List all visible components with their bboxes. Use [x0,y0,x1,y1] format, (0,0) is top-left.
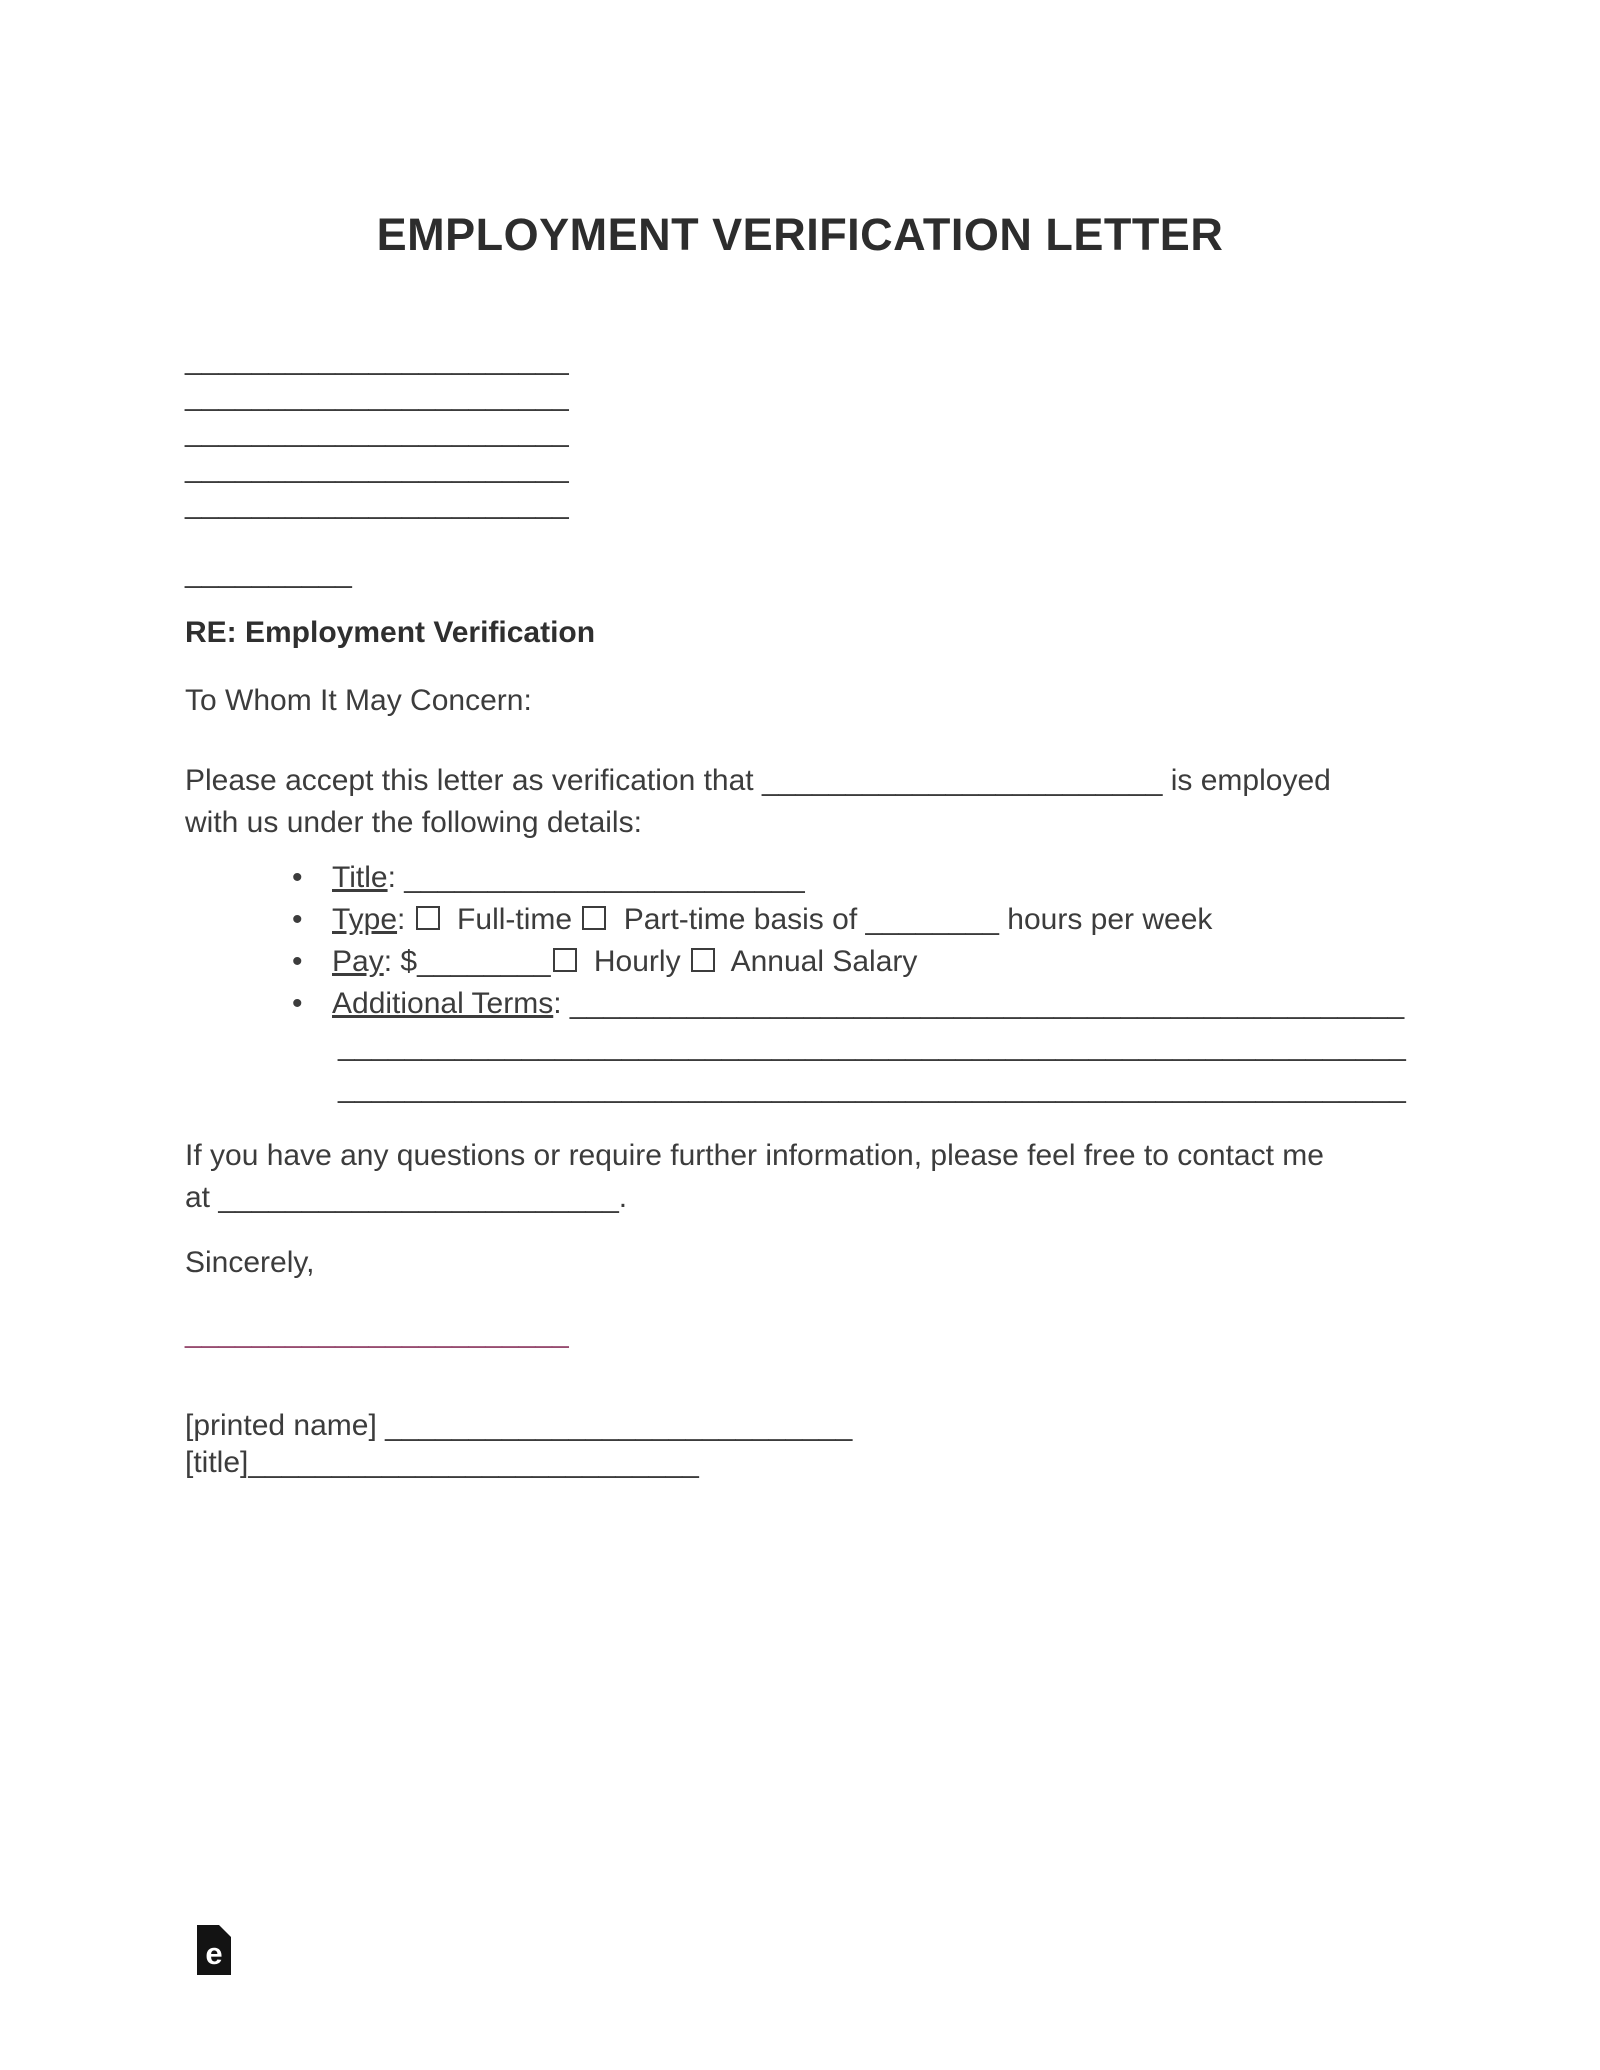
bullet-icon: • [292,861,303,894]
salutation: To Whom It May Concern: [185,684,532,717]
page-title: EMPLOYMENT VERIFICATION LETTER [376,209,1224,260]
pay-option-hourly: Hourly [585,945,689,978]
additional-terms-blank-line[interactable]: ________________________________________________________________ [338,1071,1406,1104]
checkbox-annual-salary-icon[interactable] [691,948,715,972]
type-label: Type [332,903,398,936]
additional-terms-blank[interactable]: __________________________________________________ [569,987,1405,1020]
checkbox-parttime-icon[interactable] [582,906,606,930]
closing-text: If you have any questions or require further information, please feel free to contact me [185,1139,1324,1172]
additional-terms-blank-line[interactable]: ________________________________________________________________ [338,1029,1406,1062]
letterhead-blank-line[interactable]: _______________________ [185,415,569,448]
label-colon: : [553,987,570,1020]
sincerely-text: Sincerely, [185,1246,315,1279]
list-item-title [185,857,1445,899]
signer-title-blank[interactable]: ___________________________ [248,1446,699,1479]
signer-block [185,1407,852,1481]
label-colon: : [387,861,405,894]
letterhead-blank-line[interactable]: _______________________ [185,379,569,412]
type-option-fulltime: Full-time [448,903,581,936]
details-list [185,857,1445,1109]
date-blank-line[interactable]: __________ [185,556,352,589]
pay-option-annual: Annual Salary [723,945,918,978]
letterhead-blank-line[interactable]: _______________________ [185,487,569,520]
title-blank[interactable]: ________________________ [404,861,805,894]
type-suffix: hours per week [998,903,1213,936]
type-option-parttime: Part-time basis of [615,903,866,936]
subject-line: RE: Employment Verification [185,616,596,649]
letterhead-block [185,342,569,522]
closing-text: at [185,1181,219,1214]
printed-name-blank[interactable]: ____________________________ [385,1409,853,1442]
intro-text: is employed [1162,764,1331,797]
contact-blank[interactable]: ________________________ [218,1181,619,1214]
pay-label: Pay [332,945,384,978]
hours-blank[interactable]: ________ [865,903,999,936]
printed-name-label: [printed name] [185,1409,386,1442]
intro-text: with us under the following details: [185,806,642,839]
list-item-pay [185,941,1445,983]
signer-title-label: [title] [185,1446,249,1479]
employee-name-blank[interactable]: ________________________ [761,764,1163,797]
intro-text: Please accept this letter as verification that [185,764,762,797]
closing-text: . [618,1181,628,1214]
checkbox-hourly-icon[interactable] [553,948,577,972]
pay-amount-blank[interactable]: ________ [417,945,551,978]
label-colon: : [397,903,414,936]
list-item-type [185,899,1445,941]
bullet-icon: • [292,903,303,936]
list-item-additional-terms [185,983,1445,1025]
checkbox-fulltime-icon[interactable] [416,906,440,930]
eforms-logo [197,1925,231,1975]
label-colon: : $ [383,945,418,978]
logo-letter: e [205,1936,223,1971]
intro-paragraph [185,760,1331,844]
bullet-icon: • [292,987,303,1020]
letterhead-blank-line[interactable]: _______________________ [185,451,569,484]
closing-paragraph [185,1135,1324,1219]
letterhead-blank-line[interactable]: _______________________ [185,343,569,376]
title-label: Title [332,861,388,894]
additional-terms-label: Additional Terms [332,987,554,1020]
signature-blank-line[interactable]: _______________________ [185,1316,569,1349]
bullet-icon: • [292,945,303,978]
